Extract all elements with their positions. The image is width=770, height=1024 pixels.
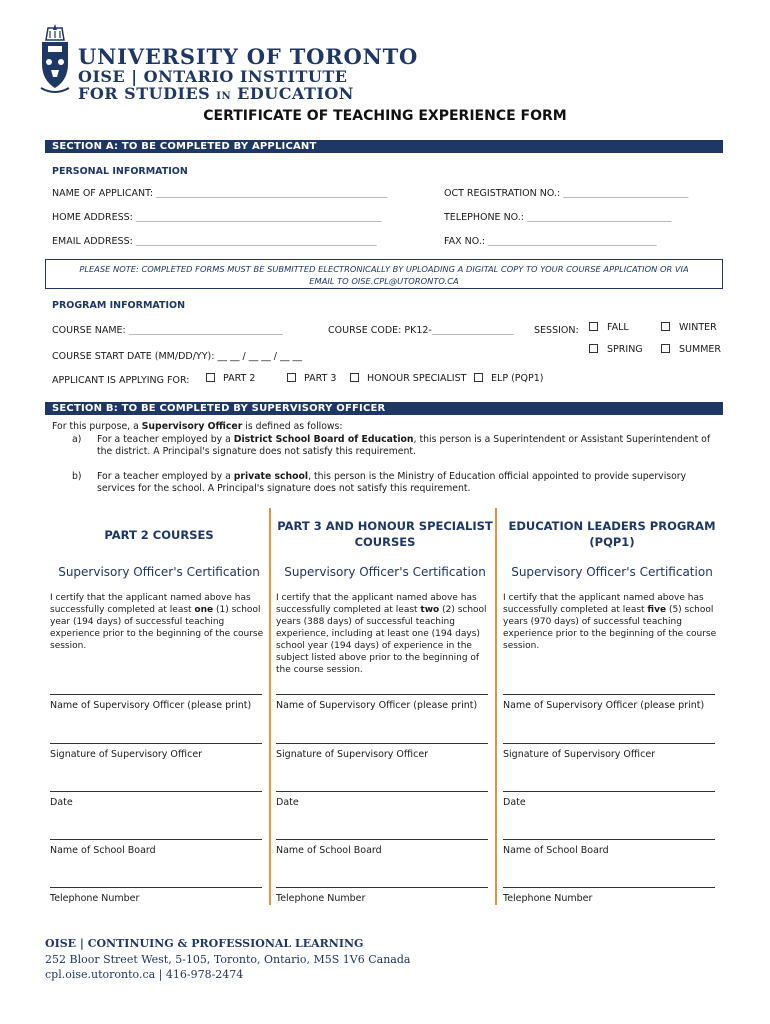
session-fall-option[interactable]: [589, 322, 629, 333]
course-name-field[interactable]: [52, 325, 283, 336]
column-divider-2: [495, 508, 497, 905]
section-b-header: SECTION B: TO BE COMPLETED BY SUPERVISORY OFFICER: [45, 402, 723, 415]
section-a-header: SECTION A: TO BE COMPLETED BY APPLICANT: [45, 140, 723, 153]
apply-elp-option[interactable]: [474, 373, 543, 384]
session-winter-option[interactable]: [661, 322, 717, 333]
email-address-label: EMAIL ADDRESS:: [52, 236, 133, 247]
apply-part2-checkbox[interactable]: [206, 373, 215, 382]
apply-part3-checkbox[interactable]: [287, 373, 296, 382]
elp-school-board-line: [503, 839, 715, 840]
course-start-date-field[interactable]: [52, 351, 302, 362]
part3-telephone-line: [276, 887, 488, 888]
part2-telephone-label: Telephone Number: [50, 893, 140, 904]
footer-address: 252 Bloor Street West, 5-105, Toronto, Ontario, M5S 1V6 Canada: [45, 953, 411, 966]
submission-notice: [45, 259, 723, 289]
item-b-part1: For a teacher employed by a: [97, 471, 234, 482]
part2-school-board-label: Name of School Board: [50, 845, 156, 856]
part2-text-a: I certify that the applicant named above has successfully completed at least: [50, 593, 251, 615]
column-elp-text: [503, 592, 717, 652]
apply-part3-label: PART 3: [304, 373, 337, 384]
oct-registration-label: OCT REGISTRATION NO.:: [444, 188, 561, 199]
elp-officer-signature-line: [503, 743, 715, 744]
part2-officer-name-line: [50, 694, 262, 695]
personal-info-title: PERSONAL INFORMATION: [52, 166, 188, 177]
studies-part-b: EDUCATION: [231, 84, 354, 103]
definition-term: Supervisory Officer: [141, 421, 243, 432]
elp-officer-signature-label: Signature of Supervisory Officer: [503, 749, 656, 760]
column-part3-text: [276, 592, 490, 676]
part2-officer-signature-line: [50, 743, 262, 744]
session-fall-label: FALL: [607, 322, 629, 333]
elp-officer-name-label: Name of Supervisory Officer (please print): [503, 700, 705, 711]
fax-field[interactable]: [444, 236, 657, 247]
session-label: SESSION:: [534, 325, 579, 336]
elp-telephone-label: Telephone Number: [503, 893, 593, 904]
part3-date-line: [276, 791, 488, 792]
session-summer-label: SUMMER: [679, 344, 722, 355]
session-summer-option[interactable]: [661, 344, 721, 355]
telephone-label: TELEPHONE NO.:: [444, 212, 524, 223]
part3-officer-signature-label: Signature of Supervisory Officer: [276, 749, 429, 760]
studies-part-in: IN: [216, 91, 232, 102]
course-code-field[interactable]: [328, 325, 514, 336]
part2-text-b: (1) school year (194 days) of successful teaching experience prior to the beginning of the course session.: [50, 605, 264, 651]
elp-text-a: I certify that the applicant named above has successfully completed at least: [503, 593, 704, 615]
item-b-bold: private school: [233, 471, 309, 482]
elp-text-b: (5) school years (970 days) of successful teaching experience prior to the beginning of the course session.: [503, 605, 717, 651]
program-info-title: PROGRAM INFORMATION: [52, 300, 186, 311]
applicant-name-field[interactable]: [52, 188, 387, 199]
part3-officer-signature-line: [276, 743, 488, 744]
part2-school-board-line: [50, 839, 262, 840]
part3-school-board-label: Name of School Board: [276, 845, 382, 856]
part3-text-bold: two: [420, 605, 440, 615]
item-a-bold: District School Board of Education: [233, 434, 414, 445]
part3-officer-signature-field[interactable]: [276, 743, 490, 760]
university-name: UNIVERSITY OF TORONTO: [78, 44, 419, 69]
telephone-line: ______________________________: [527, 213, 672, 222]
course-code-line: _________________: [431, 326, 514, 335]
elp-telephone-field[interactable]: [503, 887, 717, 904]
definition-intro: For this purpose, a: [52, 421, 142, 432]
column-part2-text: [50, 592, 264, 652]
apply-part2-label: PART 2: [223, 373, 256, 384]
start-date-value: __ __ / __ __ / __ __: [217, 351, 303, 362]
footer-contact: cpl.oise.utoronto.ca | 416-978-2474: [45, 968, 244, 981]
part2-officer-signature-field[interactable]: [50, 743, 264, 760]
apply-honour-option[interactable]: [350, 373, 466, 384]
part2-telephone-line: [50, 887, 262, 888]
email-address-line: __________________________________________________: [135, 237, 377, 246]
part2-officer-signature-label: Signature of Supervisory Officer: [50, 749, 203, 760]
item-b-part2: , this person is the Ministry of Education official appointed to provide supervisory services for the school. A Principal's signature does not satisfy this requirement.: [97, 471, 687, 494]
apply-elp-checkbox[interactable]: [474, 373, 483, 382]
item-a-part1: For a teacher employed by a: [97, 434, 234, 445]
telephone-field[interactable]: [444, 212, 672, 223]
item-b-marker: b): [72, 471, 82, 482]
item-a-text: [97, 434, 715, 458]
studies-part-a: FOR STUDIES: [78, 84, 217, 103]
part2-text-bold: one: [194, 605, 214, 615]
column-elp-cert-title: Supervisory Officer's Certification: [511, 565, 713, 579]
part2-telephone-field[interactable]: [50, 887, 264, 904]
part3-officer-name-label: Name of Supervisory Officer (please print): [276, 700, 478, 711]
notice-line-1: PLEASE NOTE: COMPLETED FORMS MUST BE SUBMITTED ELECTRONICALLY BY UPLOADING A DIGITAL COPY TO YOUR COURSE APPLICATION OR VIA: [79, 264, 689, 274]
email-address-field[interactable]: [52, 236, 377, 247]
part2-date-line: [50, 791, 262, 792]
column-divider-1: [269, 508, 271, 905]
part3-school-board-field[interactable]: [276, 839, 490, 856]
university-crest-icon: [38, 22, 72, 96]
oise-name-line: OISE | ONTARIO INSTITUTE: [78, 67, 348, 86]
apply-elp-label: ELP (PQP1): [491, 373, 544, 384]
column-part3-heading: PART 3 AND HONOUR SPECIALIST COURSES: [277, 519, 493, 549]
session-winter-label: WINTER: [679, 322, 717, 333]
session-winter-checkbox[interactable]: [661, 322, 670, 331]
column-part3-cert-title: Supervisory Officer's Certification: [284, 565, 486, 579]
column-elp-heading: EDUCATION LEADERS PROGRAM (PQP1): [508, 519, 716, 549]
start-date-label: COURSE START DATE (MM/DD/YY):: [52, 351, 215, 362]
fax-label: FAX NO.:: [444, 236, 486, 247]
apply-part3-option[interactable]: [287, 373, 336, 384]
part2-officer-name-field[interactable]: [50, 694, 264, 711]
home-address-label: HOME ADDRESS:: [52, 212, 133, 223]
elp-date-line: [503, 791, 715, 792]
part2-date-label: Date: [50, 797, 73, 808]
session-spring-option[interactable]: [589, 344, 643, 355]
studies-line: [78, 84, 354, 103]
elp-officer-name-field[interactable]: [503, 694, 717, 711]
part3-date-label: Date: [276, 797, 299, 808]
part2-officer-name-label: Name of Supervisory Officer (please print): [50, 700, 252, 711]
part3-school-board-line: [276, 839, 488, 840]
elp-school-board-field[interactable]: [503, 839, 717, 856]
home-address-line: ___________________________________________________: [135, 213, 382, 222]
apply-honour-checkbox[interactable]: [350, 373, 359, 382]
applicant-name-line: ________________________________________________: [156, 189, 388, 198]
item-b-text: [97, 471, 715, 495]
part3-telephone-label: Telephone Number: [276, 893, 366, 904]
part2-school-board-field[interactable]: [50, 839, 264, 856]
home-address-field[interactable]: [52, 212, 382, 223]
item-a-part2: , this person is a Superintendent or Assistant Superintendent of the district. A Principal's signature does not satisfy this requirement.: [97, 434, 711, 457]
session-fall-checkbox[interactable]: [589, 322, 598, 331]
part2-date-field[interactable]: [50, 791, 264, 808]
course-name-line: ________________________________: [128, 326, 283, 335]
elp-officer-signature-field[interactable]: [503, 743, 717, 760]
elp-date-label: Date: [503, 797, 526, 808]
part3-officer-name-field[interactable]: [276, 694, 490, 711]
apply-honour-label: HONOUR SPECIALIST: [367, 373, 467, 384]
course-name-label: COURSE NAME:: [52, 325, 126, 336]
column-part2-cert-title: Supervisory Officer's Certification: [58, 565, 260, 579]
session-summer-checkbox[interactable]: [661, 344, 670, 353]
elp-officer-name-line: [503, 694, 715, 695]
elp-school-board-label: Name of School Board: [503, 845, 609, 856]
part3-telephone-field[interactable]: [276, 887, 490, 904]
applying-for-label: APPLICANT IS APPLYING FOR:: [52, 375, 190, 386]
oct-registration-field[interactable]: [444, 188, 688, 199]
session-spring-checkbox[interactable]: [589, 344, 598, 353]
column-part2-heading: PART 2 COURSES: [104, 528, 214, 542]
apply-part2-option[interactable]: [206, 373, 255, 384]
elp-date-field[interactable]: [503, 791, 717, 808]
part3-text-a: I certify that the applicant named above has successfully completed at least: [276, 593, 477, 615]
applicant-name-label: NAME OF APPLICANT:: [52, 188, 154, 199]
session-spring-label: SPRING: [607, 344, 643, 355]
elp-text-bold: five: [647, 605, 667, 615]
course-code-label: COURSE CODE: PK12-: [328, 325, 432, 336]
footer-department: OISE | CONTINUING & PROFESSIONAL LEARNING: [45, 937, 364, 950]
notice-line-2: EMAIL TO OISE.CPL@UTORONTO.CA: [309, 276, 459, 286]
oct-registration-line: __________________________: [563, 189, 689, 198]
definition-intro-end: is defined as follows:: [242, 421, 343, 432]
form-title: CERTIFICATE OF TEACHING EXPERIENCE FORM: [203, 108, 567, 124]
item-a-marker: a): [72, 434, 82, 445]
part3-date-field[interactable]: [276, 791, 490, 808]
fax-line: ___________________________________: [488, 237, 657, 246]
part3-text-b: (2) school years (388 days) of successful teaching experience, including at least one (194 days) school year (194 days) of experience in the subject listed above prior to the beginning of the course session.: [276, 605, 487, 675]
part3-officer-name-line: [276, 694, 488, 695]
supervisory-officer-definition: [52, 421, 712, 433]
elp-telephone-line: [503, 887, 715, 888]
